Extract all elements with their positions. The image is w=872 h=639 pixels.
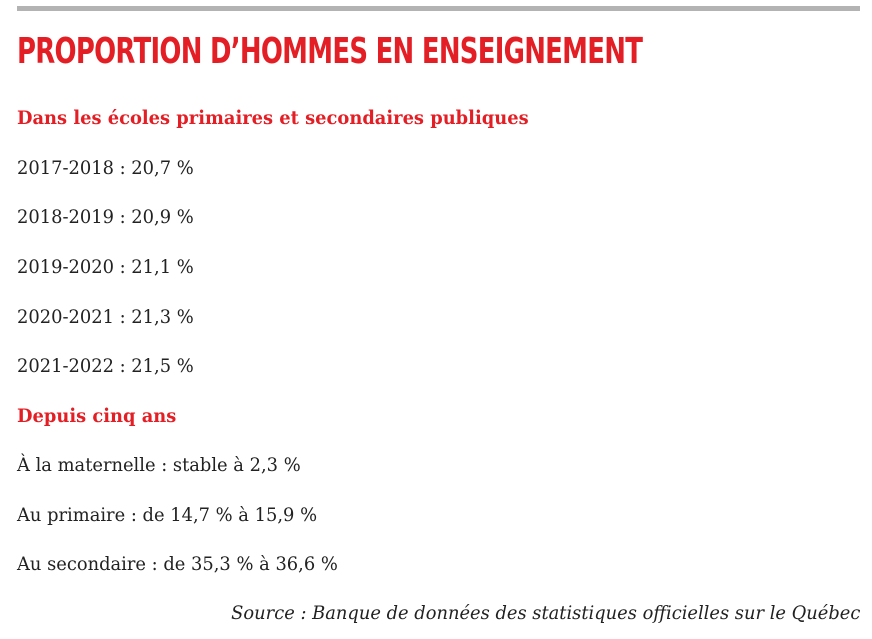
page-title: PROPORTION D’HOMMES EN ENSEIGNEMENT [17,31,643,72]
stat-line-2019-2020: 2019-2020 : 21,1 % [17,256,194,278]
stat-line-2017-2018: 2017-2018 : 20,7 % [17,157,194,179]
stat-line-primaire: Au primaire : de 14,7 % à 15,9 % [17,504,318,526]
stat-line-2018-2019: 2018-2019 : 20,9 % [17,206,194,228]
section-heading-public-schools: Dans les écoles primaires et secondaires publiques [17,107,529,129]
stat-line-2021-2022: 2021-2022 : 21,5 % [17,355,194,377]
section-heading-five-years: Depuis cinq ans [17,405,177,427]
stat-line-secondaire: Au secondaire : de 35,3 % à 36,6 % [17,553,338,575]
top-divider [17,6,860,11]
source-credit: Source : Banque de données des statistiques officielles sur le Québec [230,602,860,624]
stat-line-2020-2021: 2020-2021 : 21,3 % [17,306,194,328]
stat-line-maternelle: À la maternelle : stable à 2,3 % [17,454,301,476]
